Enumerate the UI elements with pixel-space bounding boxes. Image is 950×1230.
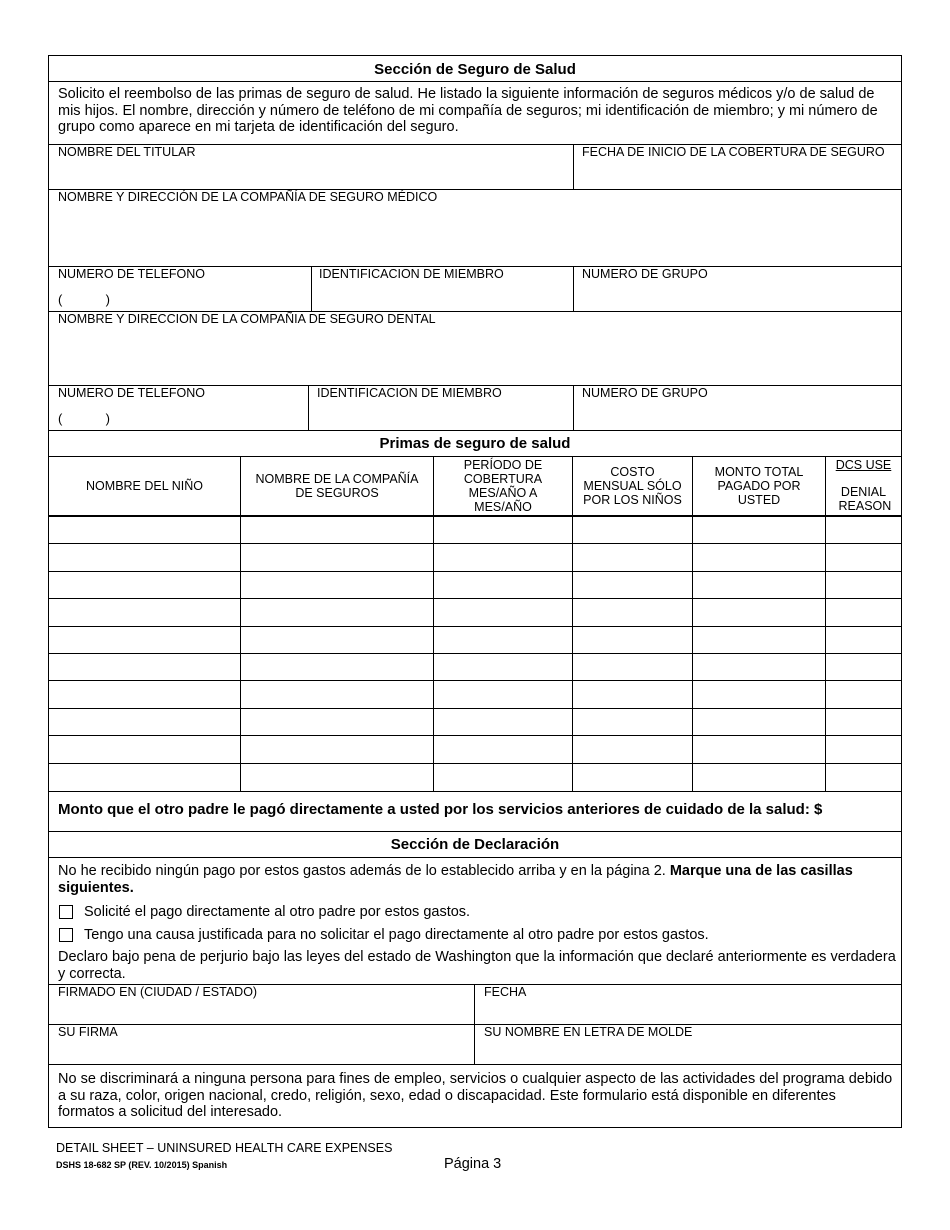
monthly-cost-cell[interactable] — [573, 681, 692, 708]
dental-group-label: NUMERO DE GRUPO — [582, 386, 708, 400]
col-monthly-cost: COSTO MENSUAL SÓLO POR LOS NIÑOS — [583, 465, 682, 507]
declaration-text-normal: No he recibido ningún pago por estos gastos además de lo establecido arriba y en la página 2. — [58, 863, 670, 879]
child-name-cell[interactable] — [49, 599, 240, 626]
coverage-period-cell[interactable] — [434, 654, 572, 681]
insurance-company-cell[interactable] — [241, 544, 433, 571]
insurance-company-cell[interactable] — [241, 654, 433, 681]
signed-at-label: FIRMADO EN (CIUDAD / ESTADO) — [58, 985, 258, 999]
checkbox-good-cause-label: Tengo una causa justificada para no solicitar el pago directamente al otro padre por estos gastos. — [84, 927, 709, 943]
child-name-cell[interactable] — [49, 544, 240, 571]
monthly-cost-cell[interactable] — [573, 654, 692, 681]
child-name-cell[interactable] — [49, 709, 240, 736]
monthly-cost-cell[interactable] — [573, 627, 692, 654]
signature-label: SU FIRMA — [58, 1025, 118, 1039]
denial-reason-cell[interactable] — [826, 736, 901, 763]
denial-reason-cell[interactable] — [826, 572, 901, 599]
other-parent-amount: Monto que el otro padre le pagó directamente a usted por los servicios anteriores de cuidado de la salud: $ — [58, 801, 823, 818]
dcs-use-label: DCS USE — [835, 458, 892, 472]
dental-phone-label: NUMERO DE TELEFONO — [58, 386, 206, 400]
table-row — [49, 627, 901, 654]
denial-reason-cell[interactable] — [826, 709, 901, 736]
policyholder-field[interactable] — [49, 145, 573, 189]
total-paid-cell[interactable] — [693, 599, 825, 626]
nondiscrimination-statement: No se discriminará a ninguna persona para fines de empleo, servicios o cualquier aspecto de las actividades del programa debido a su raza, color, origen nacional, credo, religión, sexo, edad o discapacidad. Este formulario está disponible en diferentes formatos a solicitud del interesado. — [58, 1071, 893, 1120]
child-name-cell[interactable] — [49, 517, 240, 544]
insurance-company-cell[interactable] — [241, 681, 433, 708]
medical-company-label: NOMBRE Y DIRECCIÓN DE LA COMPAÑÍA DE SEGURO MÉDICO — [58, 190, 438, 204]
health-insurance-title: Sección de Seguro de Salud — [374, 61, 576, 78]
table-row — [49, 599, 901, 626]
table-row — [49, 654, 901, 681]
denial-reason-cell[interactable] — [826, 544, 901, 571]
denial-reason-cell[interactable] — [826, 627, 901, 654]
checkbox-requested-payment-label: Solicité el pago directamente al otro padre por estos gastos. — [84, 904, 471, 920]
total-paid-cell[interactable] — [693, 736, 825, 763]
monthly-cost-cell[interactable] — [573, 544, 692, 571]
child-name-cell[interactable] — [49, 627, 240, 654]
total-paid-cell[interactable] — [693, 709, 825, 736]
child-name-cell[interactable] — [49, 736, 240, 763]
medical-group-field[interactable] — [574, 280, 901, 310]
child-name-cell[interactable] — [49, 681, 240, 708]
dental-group-field[interactable] — [574, 399, 901, 429]
table-row — [49, 544, 901, 571]
insurance-company-cell[interactable] — [241, 599, 433, 626]
insurance-company-cell[interactable] — [241, 517, 433, 544]
monthly-cost-cell[interactable] — [573, 517, 692, 544]
monthly-cost-cell[interactable] — [573, 764, 692, 791]
table-row — [49, 517, 901, 544]
total-paid-cell[interactable] — [693, 654, 825, 681]
coverage-period-cell[interactable] — [434, 681, 572, 708]
dental-company-label: NOMBRE Y DIRECCION DE LA COMPAÑIA DE SEGURO DENTAL — [58, 312, 436, 326]
insurance-company-cell[interactable] — [241, 764, 433, 791]
printed-name-field[interactable] — [475, 1039, 901, 1063]
dental-phone-field[interactable]: ( ) — [58, 411, 110, 426]
table-row — [49, 572, 901, 599]
signed-at-field[interactable] — [49, 999, 474, 1023]
declaration-title: Sección de Declaración — [390, 836, 560, 853]
form — [48, 55, 902, 1128]
total-paid-cell[interactable] — [693, 764, 825, 791]
denial-reason-cell[interactable] — [826, 654, 901, 681]
policyholder-label: NOMBRE DEL TITULAR — [58, 145, 196, 159]
col-insurance-company: NOMBRE DE LA COMPAÑÍA DE SEGUROS — [255, 472, 419, 500]
table-row — [49, 709, 901, 736]
col-coverage-period: PERÍODO DE COBERTURA MES/AÑO A MES/AÑO — [463, 458, 543, 514]
col-dcs-use — [826, 457, 901, 516]
child-name-cell[interactable] — [49, 654, 240, 681]
medical-phone-label: NUMERO DE TELEFONO — [58, 267, 206, 281]
coverage-period-cell[interactable] — [434, 572, 572, 599]
medical-member-id-label: IDENTIFICACION DE MIEMBRO — [319, 267, 504, 281]
premiums-title: Primas de seguro de salud — [379, 435, 571, 452]
monthly-cost-cell[interactable] — [573, 709, 692, 736]
coverage-period-cell[interactable] — [434, 544, 572, 571]
table-row — [49, 681, 901, 708]
declaration-text-bold: Marque una de las casillas siguientes. — [58, 863, 853, 896]
total-paid-cell[interactable] — [693, 681, 825, 708]
denial-reason-label: DENIAL REASON — [838, 485, 892, 513]
coverage-period-cell[interactable] — [434, 709, 572, 736]
signature-field[interactable] — [49, 1039, 474, 1063]
monthly-cost-cell[interactable] — [573, 599, 692, 626]
insurance-company-cell[interactable] — [241, 709, 433, 736]
monthly-cost-cell[interactable] — [573, 736, 692, 763]
medical-group-label: NUMERO DE GRUPO — [582, 267, 708, 281]
child-name-cell[interactable] — [49, 572, 240, 599]
insurance-company-cell[interactable] — [241, 736, 433, 763]
other-parent-amount-field[interactable] — [49, 792, 901, 830]
denial-reason-cell[interactable] — [826, 764, 901, 791]
page-number: Página 3 — [444, 1156, 502, 1172]
printed-name-label: SU NOMBRE EN LETRA DE MOLDE — [484, 1025, 693, 1039]
coverage-period-cell[interactable] — [434, 627, 572, 654]
dental-company-field[interactable] — [49, 312, 901, 385]
coverage-period-cell[interactable] — [434, 517, 572, 544]
checkbox-good-cause[interactable] — [59, 928, 73, 942]
health-insurance-intro: Solicito el reembolso de las primas de seguro de salud. He listado la siguiente información de seguros médicos y/o de salud de mis hijos. El nombre, dirección y número de teléfono de mi compañía de seguros; mi identificación de miembro; y mi número de grupo como aparece en mi tarjeta de identificación del seguro. — [58, 86, 878, 135]
total-paid-cell[interactable] — [693, 517, 825, 544]
medical-member-id-field[interactable] — [312, 280, 573, 310]
table-row — [49, 736, 901, 763]
medical-phone-field[interactable]: ( ) — [58, 292, 110, 307]
col-total-paid: MONTO TOTAL PAGADO POR USTED — [714, 465, 804, 507]
child-name-cell[interactable] — [49, 764, 240, 791]
denial-reason-cell[interactable] — [826, 599, 901, 626]
denial-reason-cell[interactable] — [826, 681, 901, 708]
coverage-period-cell[interactable] — [434, 599, 572, 626]
insurance-company-cell[interactable] — [241, 572, 433, 599]
date-label: FECHA — [484, 985, 527, 999]
form-number: DSHS 18-682 SP (REV. 10/2015) Spanish — [56, 1160, 228, 1170]
perjury-statement: Declaro bajo pena de perjurio bajo las leyes del estado de Washington que la información que declaré anteriormente es verdadera y correcta. — [58, 949, 896, 982]
medical-company-field[interactable] — [49, 190, 901, 266]
date-field[interactable] — [475, 999, 901, 1023]
col-child-name: NOMBRE DEL NIÑO — [86, 479, 203, 493]
total-paid-cell[interactable] — [693, 572, 825, 599]
coverage-period-cell[interactable] — [434, 764, 572, 791]
total-paid-cell[interactable] — [693, 627, 825, 654]
form-title: DETAIL SHEET – UNINSURED HEALTH CARE EXPENSES — [56, 1141, 393, 1155]
checkbox-requested-payment[interactable] — [59, 905, 73, 919]
declaration-text — [58, 863, 896, 896]
coverage-start-field[interactable] — [574, 145, 901, 189]
total-paid-cell[interactable] — [693, 544, 825, 571]
coverage-start-label: FECHA DE INICIO DE LA COBERTURA DE SEGURO — [582, 145, 885, 159]
denial-reason-cell[interactable] — [826, 517, 901, 544]
dental-member-id-label: IDENTIFICACION DE MIEMBRO — [317, 386, 502, 400]
insurance-company-cell[interactable] — [241, 627, 433, 654]
dental-member-id-field[interactable] — [309, 399, 573, 429]
table-row — [49, 764, 901, 791]
monthly-cost-cell[interactable] — [573, 572, 692, 599]
coverage-period-cell[interactable] — [434, 736, 572, 763]
